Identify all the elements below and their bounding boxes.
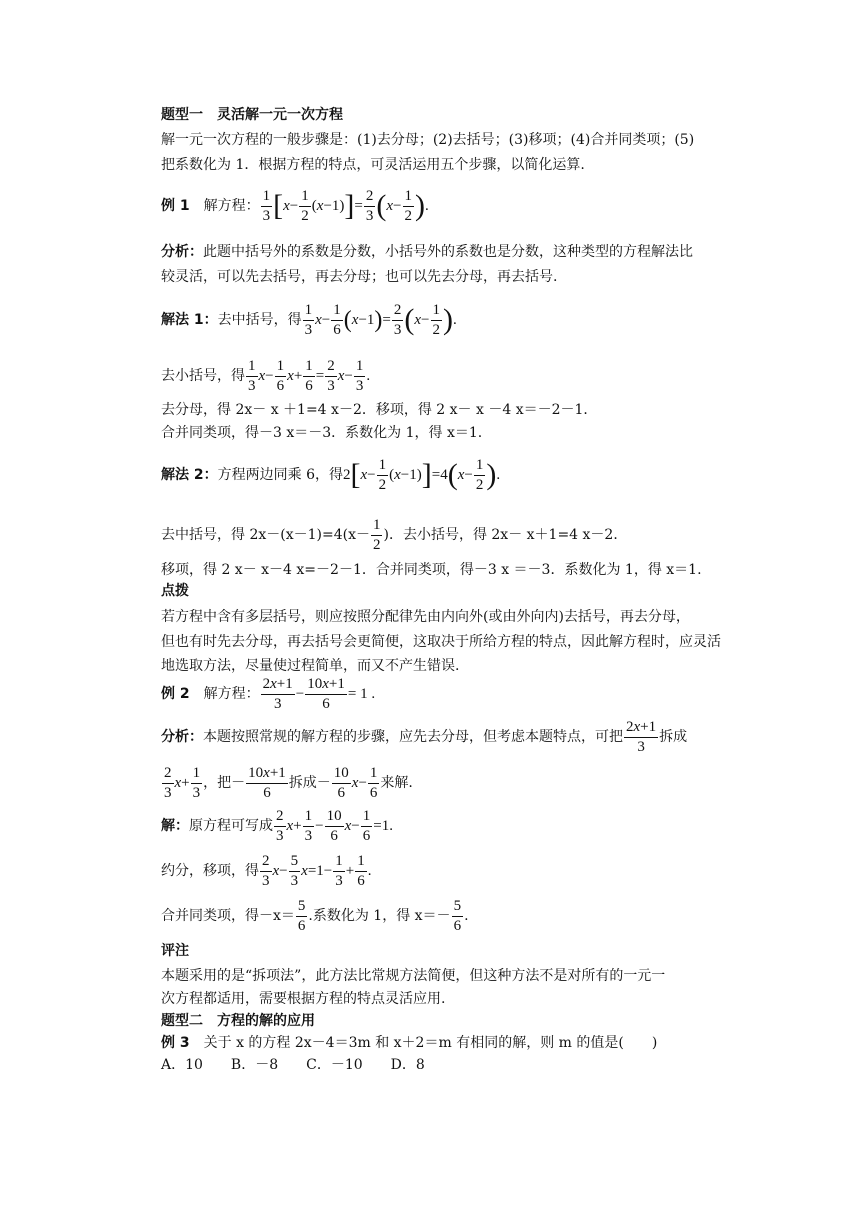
example-3: 例 3 关于 x 的方程 2x－4＝3m 和 x＋2＝m 有相同的解，则 m 的值是( ) xyxy=(161,1035,658,1051)
solution-1-line-4: 合并同类项，得－3 x＝－3．系数化为 1，得 x＝1. xyxy=(161,425,483,441)
tip-line-1: 若方程中含有多层括号，则应按照分配律先由内向外(或由外向内)去括号，再去分母， xyxy=(161,609,690,625)
intro-line-1: 解一元一次方程的一般步骤是：(1)去分母；(2)去括号；(3)移项；(4)合并同类项；(5) xyxy=(161,132,695,148)
solution-2-line-3: 移项，得 2 x－ x－4 x=－2－1．合并同类项，得－3 x ＝－3．系数化为 1，得 x＝1. xyxy=(161,562,702,578)
section-title-1: 题型一 灵活解一元一次方程 xyxy=(161,107,343,123)
analysis-1-line-1: 分析：此题中括号外的系数是分数，小括号外的系数也是分数，这种类型的方程解法比 xyxy=(161,244,693,260)
solution-ex2-line-3: 合并同类项，得－x＝ $\frac{5}{6}$ .系数化为 1，得 x＝－ $\frac{5}{6}$ . xyxy=(161,897,469,934)
example-1-text: 解方程： xyxy=(203,198,260,214)
tip-line-2: 但也有时先去分母，再去括号会更简便，这取决于所给方程的特点，因此解方程时，应灵活 xyxy=(161,634,721,650)
equation-fraction: $\frac{1}{2}$ xyxy=(404,187,413,224)
example-1-label: 例 1 xyxy=(161,198,190,214)
tip-label: 点拨 xyxy=(161,583,189,599)
equation-fraction: $\frac{1}{3}$ xyxy=(262,187,271,224)
solution-2-step-1: 解法 2： 方程两边同乘 6，得 2 [ x − $\frac{1}{2}$ (x−1) ] =4 ( x − $\frac{1}{2}$ ) . xyxy=(161,456,501,493)
example-2: 例 2 解方程： $\frac{2x+1}{3}$ − $\frac{10x+1}{6}$ = 1 . xyxy=(161,675,376,712)
analysis-2-line-1: 分析： 本题按照常规的解方程的步骤，应先去分母，但考虑本题特点，可把 $\frac{2x+1}{3}$ 拆成 xyxy=(161,718,688,755)
solution-ex2-line-2: 约分，移项，得 $\frac{2}{3}$ x − $\frac{5}{3}$ x =1− $\frac{1}{3}$ + $\frac{1}{6}$ . xyxy=(161,852,372,889)
equation-fraction: $\frac{2}{3}$ xyxy=(365,187,374,224)
solution-1-step-1: 解法 1： 去中括号，得 $\frac{1}{3}$ x − $\frac{1}{6}$ ( x −1 ) = $\frac{2}{3}$ ( x − $\frac{1}{2}$ ) . xyxy=(161,301,457,338)
section-title-2: 题型二 方程的解的应用 xyxy=(161,1013,315,1029)
solution-2-line-2: 去中括号，得 2x－(x－1)=4(x－ $\frac{1}{2}$ )．去小括号，得 2x－ x＋1=4 x－2． xyxy=(161,516,628,553)
comment-line-1: 本题采用的是“拆项法”，此方法比常规方法简便，但这种方法不是对所有的一元一 xyxy=(161,968,666,984)
example-3-options: A．10 B．－8 C．－10 D．8 xyxy=(161,1057,425,1073)
comment-label: 评注 xyxy=(161,943,189,959)
comment-line-2: 次方程都适用，需要根据方程的特点灵活应用. xyxy=(161,991,446,1007)
intro-line-2: 把系数化为 1．根据方程的特点，可灵活运用五个步骤，以简化运算. xyxy=(161,157,585,173)
solution-1-line-3: 去分母，得 2x－ x ＋1=4 x－2．移项，得 2 x－ x －4 x＝－2－1． xyxy=(161,402,598,418)
example-1: 例 1 解方程： $\frac{1}{3}$ [ x − $\frac{1}{2}$ (x−1) ] = $\frac{2}{3}$ ( x − $\frac{1}{2}$ ) . xyxy=(161,187,429,224)
tip-line-3: 地选取方法，尽量使过程简单，而又不产生错误. xyxy=(161,658,460,674)
analysis-1-line-2: 较灵活，可以先去括号，再去分母；也可以先去分母，再去括号. xyxy=(161,269,558,285)
solution-1-step-2: 去小括号，得 $\frac{1}{3}$ x − $\frac{1}{6}$ x + $\frac{1}{6}$ = $\frac{2}{3}$ x − $\frac{1}{3}$ . xyxy=(161,357,371,394)
analysis-2-line-2: $\frac{2}{3}$ x + $\frac{1}{3}$ ，把－ $\frac{10x+1}{6}$ 拆成－ $\frac{10}{6}$ x − $\frac{1}{6}$ 来解. xyxy=(164,764,413,801)
solution-ex2-line-1: 解： 原方程可写成 $\frac{2}{3}$ x + $\frac{1}{3}$ − $\frac{10}{6}$ x − $\frac{1}{6}$ =1. xyxy=(161,807,393,844)
equation-fraction: $\frac{1}{2}$ xyxy=(301,187,309,224)
